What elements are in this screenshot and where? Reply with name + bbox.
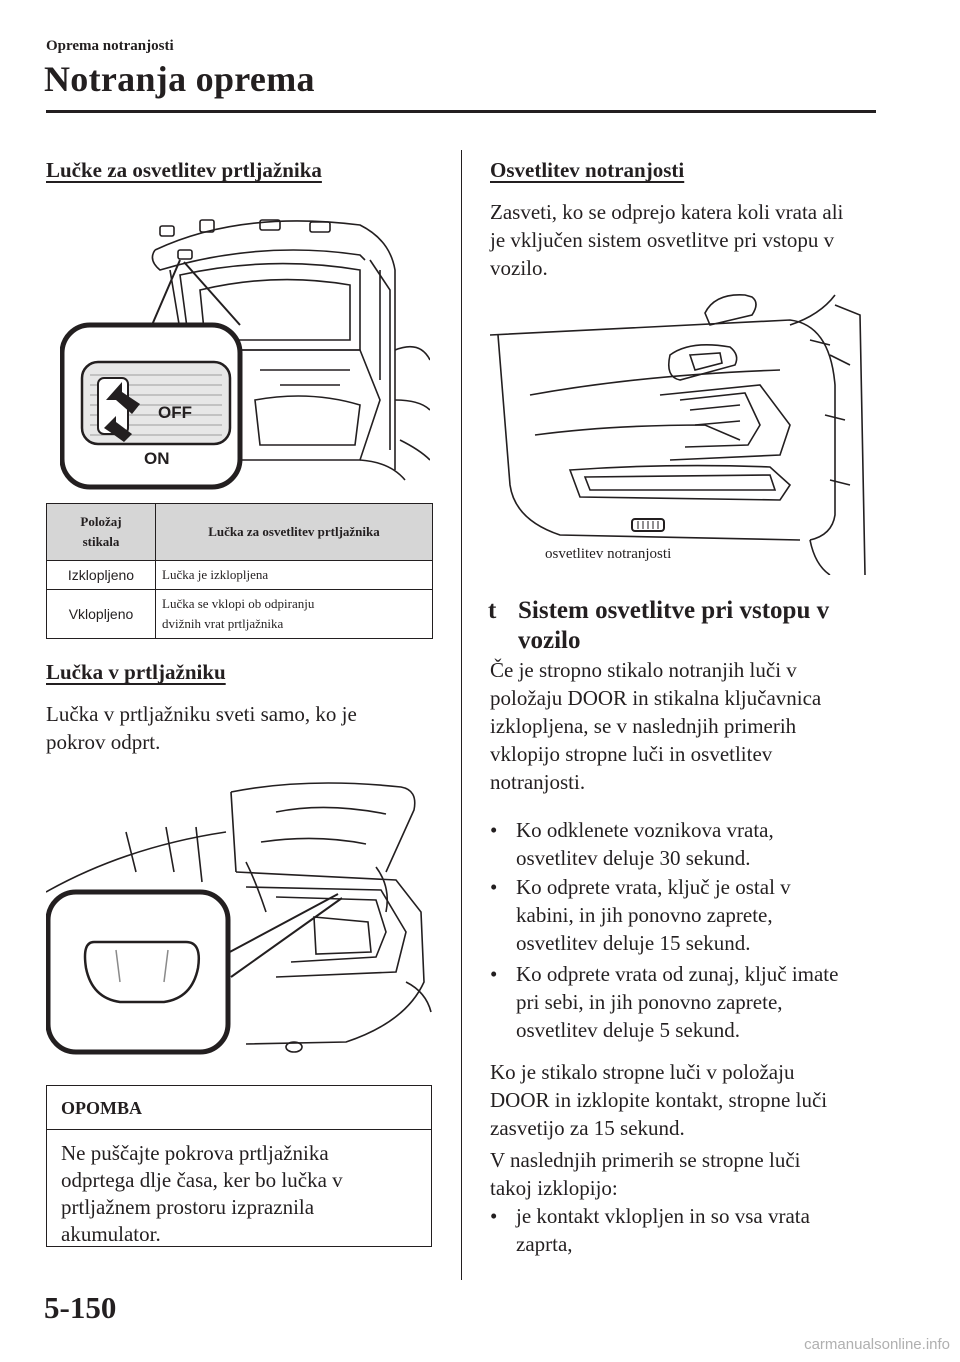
note-text [47,1130,431,1258]
heading-line: vozilo [518,627,581,654]
text-line: prtljažnem prostoru izpraznila [61,1195,315,1219]
text-line: pri sebi, in jih ponovno zaprete, [516,990,783,1014]
list-item [490,816,900,876]
table-header-line: stikala [82,534,120,549]
bullet-glyph: • [490,875,498,899]
section-label: Oprema notranjosti [46,38,174,54]
text-line: zasvetijo za 15 sekund. [490,1116,685,1140]
bullet-glyph: • [490,962,498,986]
text-line: osvetlitev deluje 15 sekund. [516,931,751,955]
text-line: DOOR in izklopite kontakt, stropne luči [490,1088,828,1112]
text-line: osvetlitev deluje 5 sekund. [516,1018,740,1042]
list-item-text [516,1202,886,1258]
trunk-light-heading: Lučke za osvetlitev prtljažnika [46,158,322,182]
text-line: Ko je stikalo stropne luči v položaju [490,1060,795,1084]
title-rule [46,110,876,113]
trunk-figure [46,772,436,1062]
liftgate-switch-figure [60,200,430,495]
text-line: položaju DOOR in stikalna ključavnica [490,686,822,710]
switch-table [46,503,433,639]
column-divider [461,150,462,1280]
note-box [46,1085,432,1247]
heading-line: Sistem osvetlitve pri vstopu v [518,597,830,624]
text-line: V naslednjih primerih se stropne luči [490,1148,801,1172]
text-line: notranjosti. [490,770,586,794]
system-marker: t [488,597,497,624]
note-title: OPOMBA [47,1086,431,1130]
table-cell-position: Vklopljeno [47,590,156,639]
trunk-lamp-text [46,700,446,756]
text-line: pokrov odprt. [46,730,161,754]
text-line: je vključen sistem osvetlitve pri vstopu v [490,228,835,252]
text-line: odprtega dlje časa, ker bo lučka v [61,1168,343,1192]
trunk-lamp-heading: Lučka v prtljažniku [46,660,226,684]
text-line: Ko odprete vrata od zunaj, ključ imate [516,962,839,986]
table-cell-line: Lučka se vklopi ob odpiranju [162,596,315,611]
off-label: OFF [158,403,192,422]
figure-caption: osvetlitev notranjosti [545,546,672,562]
bullet-glyph: • [490,1204,498,1228]
text-line: takoj izklopijo: [490,1176,618,1200]
list-item-text [516,816,886,872]
list-item [490,873,900,961]
list-item [490,1202,900,1262]
text-line: vozilo. [490,256,548,280]
list-item-text [516,960,886,1044]
watermark: carmanualsonline.info [804,1336,950,1353]
table-row [47,590,433,639]
text-line: Če je stropno stikalo notranjih luči v [490,658,797,682]
text-line: Zasveti, ko se odprejo katera koli vrata ali [490,200,844,224]
door-figure [490,285,870,575]
page-number: 5-150 [44,1290,117,1325]
table-cell-description: Lučka je izklopljena [156,561,433,590]
text-line: izklopljena, se v naslednjih primerih [490,714,797,738]
table-cell-description [156,590,433,639]
table-row [47,561,433,590]
text-line: Ko odprete vrata, ključ je ostal v [516,875,791,899]
table-cell-position: Izklopljeno [47,561,156,590]
text-line: akumulator. [61,1222,161,1246]
table-header-position [47,504,156,561]
page-title: Notranja oprema [44,59,315,99]
interior-text [490,198,900,282]
text-line: zaprta, [516,1232,573,1256]
text-line: vklopijo stropne luči in osvetlitev [490,742,773,766]
list-item-text [516,873,886,957]
off-text [490,1146,900,1202]
system-heading [518,596,898,656]
text-line: osvetlitev deluje 30 sekund. [516,846,751,870]
table-header-lamp: Lučka za osvetlitev prtljažnika [156,504,433,561]
bullet-glyph: • [490,818,498,842]
text-line: je kontakt vklopljen in so vsa vrata [516,1204,810,1228]
text-line: Lučka v prtljažniku sveti samo, ko je [46,702,357,726]
text-line: Ko odklenete voznikova vrata, [516,818,774,842]
list-item [490,960,900,1048]
table-header-line: Položaj [80,514,122,529]
text-line: kabini, in jih ponovno zaprete, [516,903,773,927]
text-line: Ne puščajte pokrova prtljažnika [61,1141,329,1165]
interior-heading: Osvetlitev notranjosti [490,158,685,182]
table-cell-line: dvižnih vrat prtljažnika [162,616,284,631]
door-text [490,1058,900,1142]
system-text [490,656,900,796]
on-label: ON [144,449,170,468]
